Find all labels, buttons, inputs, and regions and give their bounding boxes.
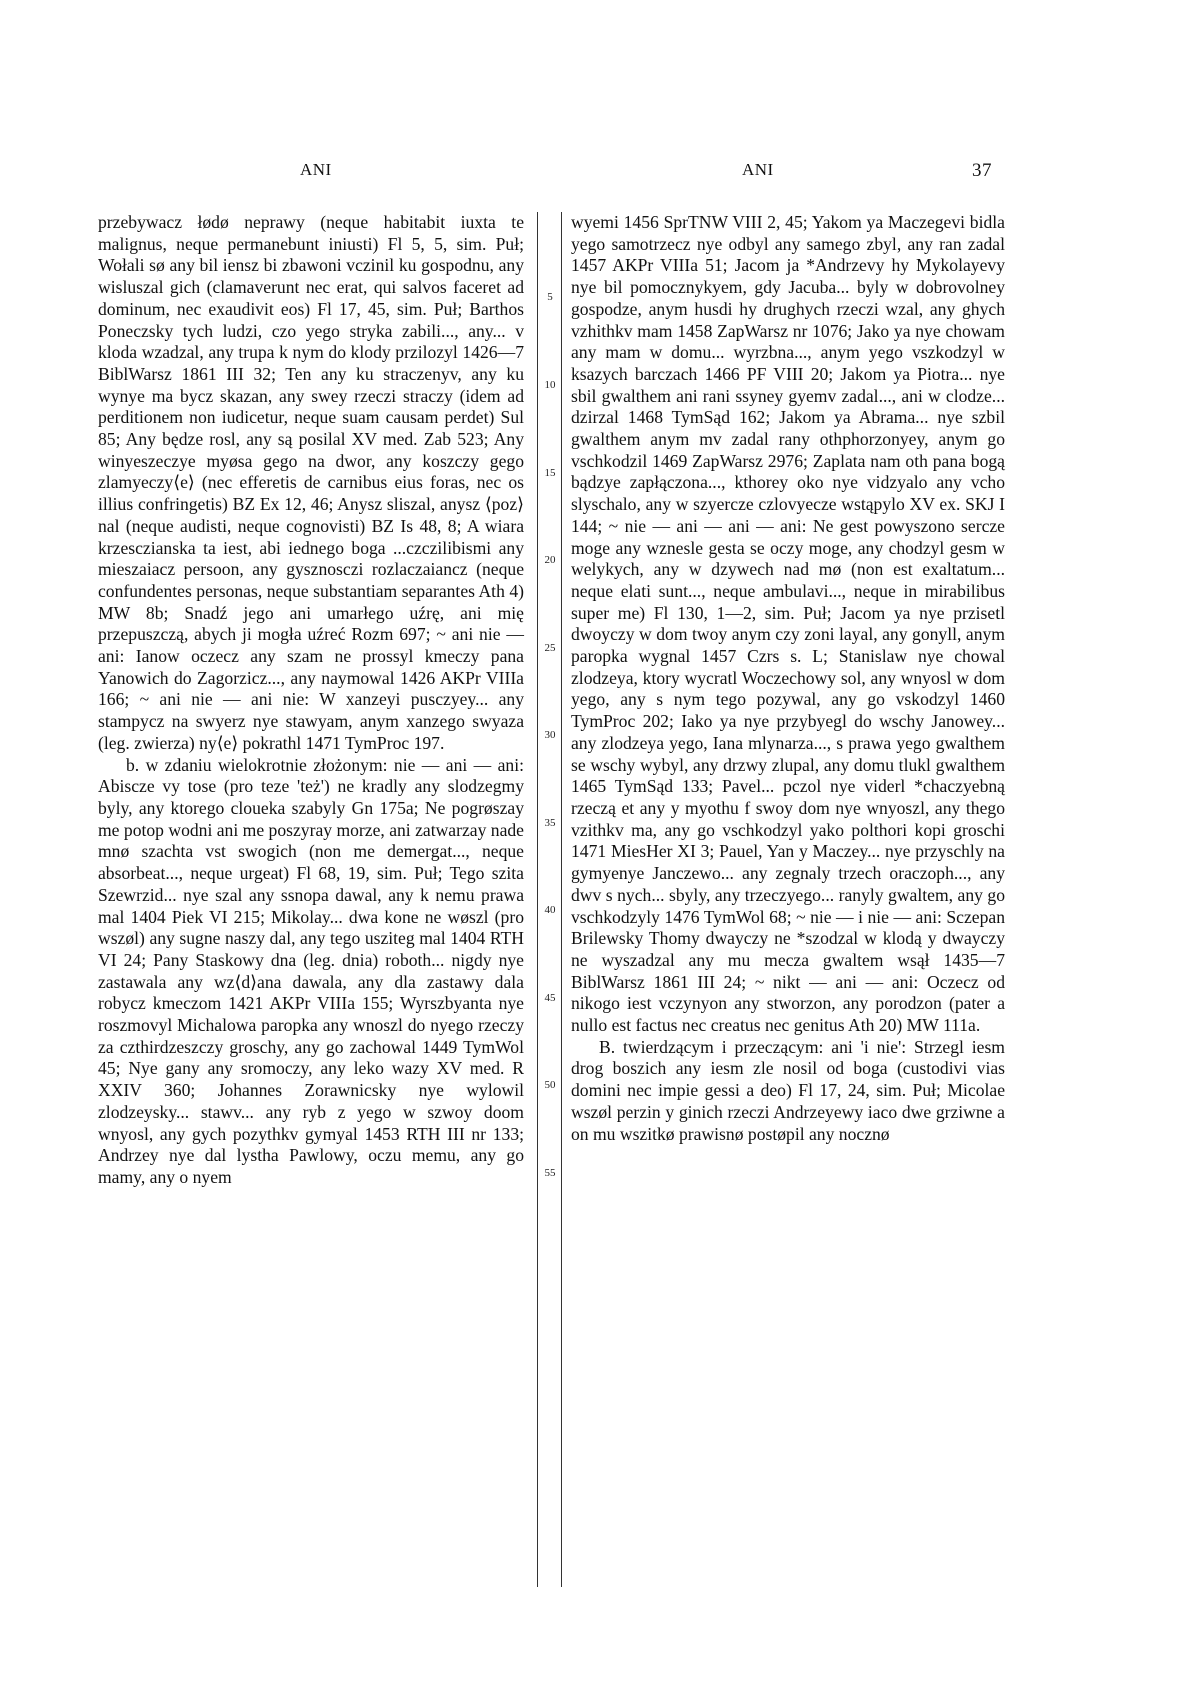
left-paragraph-1: przebywacz łødø neprawy (neque habitabit iuxta te malignus, neque permanebunt iniusti) Fl 5, 5, sim. Puł; Wołali sø any bil iensz bi zbawoni vczinil ku gospodnu, any wisluszal gich (clamaverunt nec erat, qui salvos faceret ad dominum, nec exaudivit eos) Fl 17, 45, sim. Puł; Barthos Poneczsky tych ludzi, czo yego stryka zabili..., any... v kloda wzadzal, any trupa k nym do klody przilozyl 1426—7 BiblWarsz 1861 III 32; Ten any ku straczenyv, any ku wynye ma bycz skazan, any swey rzeczi straczy (idem ad perditionem non iudicetur, neque suam causam perdet) Sul 85; Any będze rosl, any są posilal XV med. Zab 523; Any winyeszeczye myøsa gego na dwor, any koszczy gego zlamyeczy⟨e⟩ (nec efferetis de carnibus eius foras, nec os illius confringetis) BZ Ex 12, 46; Anysz sliszal, anysz ⟨poz⟩nal (neque audisti, neque cognovisti) BZ Is 48, 8; A wiara krzesczianska ta iest, abi iednego boga ...czczilibismi any mieszaiacz persoon, any gysznosczi rozlaczaiancz (neque confundentes personas, neque substantiam separantes Ath 4) MW 8b; Snadź jego ani umarłego uźrę, ani mię przepuszczą, abych ji mogła uźreć Rozm 697; ~ ani nie — ani: Ianow oczecz any szam ne prossyl kmeczy pana Yanowich do Zagorzicz..., any naymowal 1426 AKPr VIIIa 166; ~ ani nie — ani nie: W xanzeyi pusczyey... any stampycz na swyerz nye stawyam, anym xanzego swyaza (leg. zwierza) ny⟨e⟩ pokrathl 1471 TymProc 197. — [98, 212, 524, 753]
line-number: 30 — [544, 729, 556, 741]
line-number: 40 — [544, 904, 556, 916]
right-column — [571, 212, 1005, 1145]
running-head-right: ANI — [742, 160, 774, 179]
line-number: 20 — [544, 554, 556, 566]
line-number: 15 — [544, 467, 556, 479]
right-paragraph-2: B. twierdzącym i przeczącym: ani 'i nie': Strzegl iesm drog boszich any iesm zle nosil od boga (custodivi vias domini nec impie gessi a deo) Fl 17, 24, sim. Puł; Micolae wszøl perzin y ginich rzeczi Andrzeyewy iaco dwe grziwne a on mu wszitkø prawisnø postøpil any nocznø — [571, 1036, 1005, 1144]
line-number: 45 — [544, 992, 556, 1004]
left-paragraph-2: b. w zdaniu wielokrotnie złożonym: nie — ani — ani: Abiscze vy tose (pro teze 'też') ne kradly any slodzegmy byly, any ktorego cloueka szabyly Gn 175a; Ne pogrøszay me potop wodni ani me poszyray morze, ani zatwarzay nade mnø szachta vst swogich (non me demergat..., neque absorbeat..., neque urgeat) Fl 68, 19, sim. Puł; Tego szita Szewrzid... nye szal any ssnopa dawal, any k nemu prawa mal 1404 Piek VI 215; Mikolay... dwa kone ne wøszl (pro wszøl) any sugne naszy dal, any tego usziteg mal 1404 RTH VI 24; Pany Staskowy dna (leg. dnia) roboth... nigdy nye zastawala any wz⟨d⟩ana dawala, any dla zastawy dala robycz kmeczom 1421 AKPr VIIIa 155; Wyrszbyanta nye roszmovyl Michalowa paropka any wnoszl do nyego rzeczy za czthirdzeszczy groschy, any go zachowal 1449 TymWol 45; Nye gany any sromoczy, any leko wazy XV med. R XXIV 360; Johannes Zorawnicsky nye wylowil zlodzeysky... stawv... any ryb z yego w szwoy doom wnyosl, any gych pozythkv gymyal 1453 RTH III nr 133; Andrzey nye dal lystha Pawlowy, oczu memu, any go mamy, any o nyem — [98, 754, 524, 1187]
line-number: 55 — [544, 1167, 556, 1179]
line-number: 10 — [544, 379, 556, 391]
line-number: 50 — [544, 1079, 556, 1091]
line-number: 35 — [544, 817, 556, 829]
gutter-rule-left — [537, 212, 538, 1587]
left-column — [98, 212, 524, 1189]
line-number: 25 — [544, 642, 556, 654]
line-number: 5 — [547, 291, 553, 303]
gutter-rule-right — [561, 212, 562, 1587]
line-number-gutter — [533, 212, 563, 1587]
running-head-left: ANI — [300, 160, 332, 179]
page-number: 37 — [972, 160, 992, 181]
right-paragraph-1: wyemi 1456 SprTNW VIII 2, 45; Yakom ya Maczegevi bidla yego samotrzecz nye odbyl any samego zbyl, any ran zadal 1457 AKPr VIIIa 51; Jacom ja *Andrzevy hy Mykolayevy nye bil pomocznykyem, gdy Jacuba... byly w dobrovolney gospodze, anym husdi hy drughych rzeczi wzal, any ghych vzhithkv mam 1458 ZapWarsz nr 1076; Jako ya nye chowam any mam w domu... wyrzbna..., anym yego vszkodzyl w ksazych barczach 1466 PF VIII 20; Jakom ya Piotra... nye sbil gwalthem ani rani ssyney gyemv zadal..., ani w clodze... dzirzal 1468 TymSąd 162; Jakom ya Abrama... nye szbil gwalthem anym mv zadal rany othphorzonyey, anym go vschkodzil 1469 ZapWarsz 2976; Zaplata nam oth pana bogą bądzye zapłączona..., kthorey oko nye vidzyalo any vcho slyschalo, any w szyercze czlovyecze wstąpylo XV ex. SKJ I 144; ~ nie — ani — ani — ani: Ne gest powyszono sercze moge any wznesle gesta se oczy moge, any chodzyl gesm w welykych, any w dzywech nad mø (non est exaltatum... neque elati sunt..., neque ambulavi..., neque in mirabilibus super me) Fl 130, 1—2, sim. Puł; Jacom ya nye przisetl dwoyczy w dom twoy anym czy zoni layal, any gonyll, anym paropka wygnal 1457 Czrs s. L; Stanislaw nye chowal zlodzeya, ktory wycratl Woczechowy sol, any wnyosl w dom yego, any s nym tego pozywal, any go vskodzyl 1460 TymProc 202; Iako ya nye przybyegl do wschy Janowey... any zlodzeya yego, Iana mlynarza..., s prawa yego gwalthem se wschy wybyl, any drzwy zlupal, any domu tlukl gwalthem 1465 TymSąd 133; Pavel... pczol nye viderl *chaczyebną rzeczą et any y myothu f swoy dom nye wnyoszl, any thego vzithkv ma, any go vschkodzyl yako polthori kopi groschi 1471 MiesHer XI 3; Pauel, Yan y Maczey... nye przyschly na gymyenye Janczewo... any zegnaly trzech oraczoph..., any dwv s nych... sbyly, any trzeczyego... ranyly gwaltem, any go vschkodzyly 1476 TymWol 68; ~ nie — i nie — ani: Sczepan Brilewsky Thomy dwayczy ne *szodzal w klodą y dwayczy ne wyszadzal any mu mecza gwaltem wsął 1435—7 BiblWarsz 1861 III 24; ~ nikt — ani — ani: Oczecz od nikogo iest vczynyon any stworzon, any porodzon (pater a nullo est factus nec creatus nec genitus Ath 20) MW 111a. — [571, 212, 1005, 1036]
